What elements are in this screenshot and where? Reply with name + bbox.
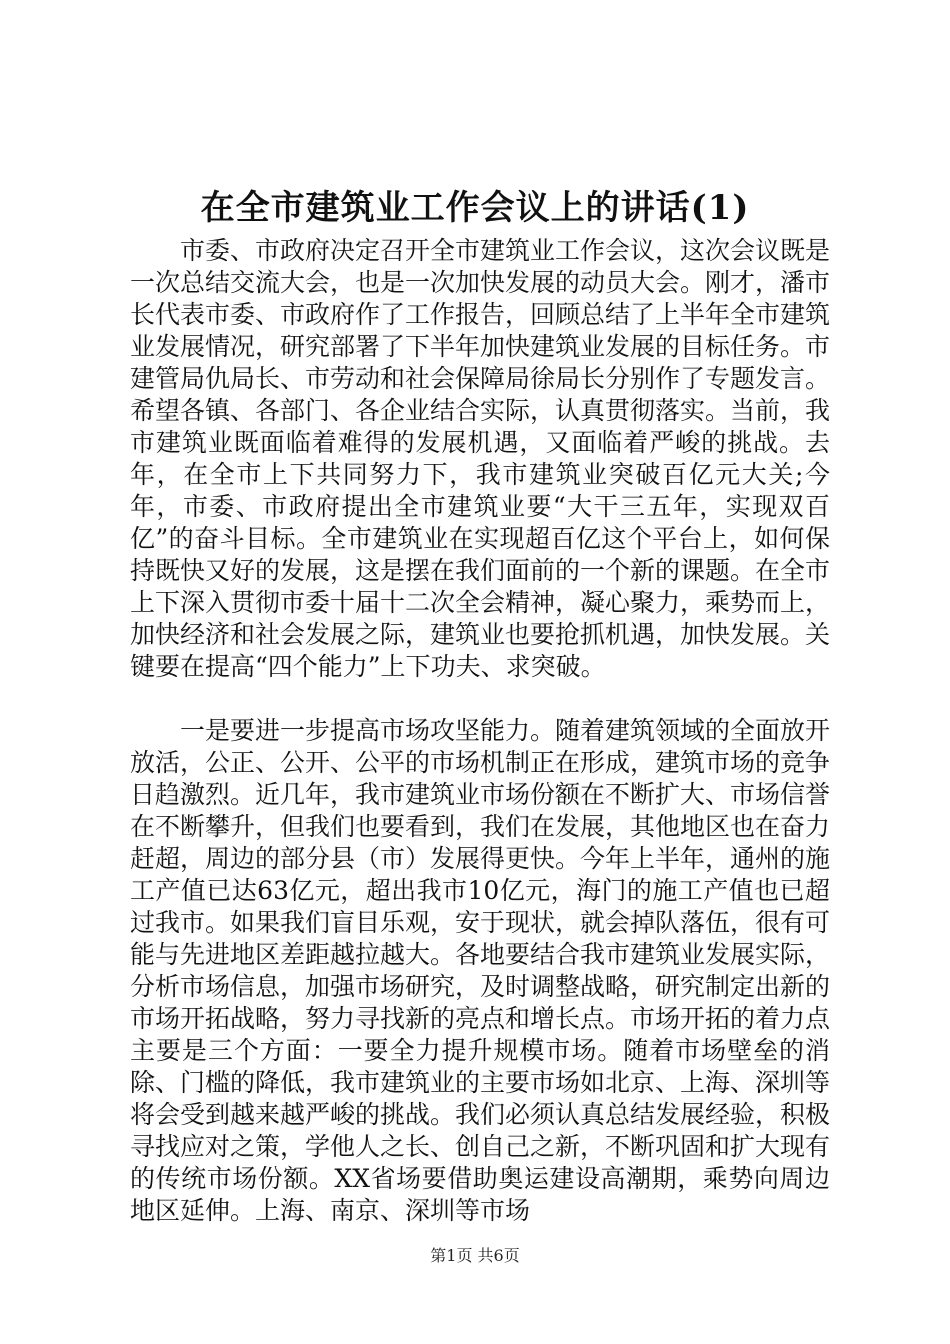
page-number-footer: 第1页 共6页 [430, 1246, 520, 1265]
document-title: 在全市建筑业工作会议上的讲话(1) [200, 188, 750, 228]
document-body [130, 235, 830, 1227]
paragraph-intro: 市委、市政府决定召开全市建筑业工作会议，这次会议既是一次总结交流大会，也是一次加快发展的动员大会。刚才，潘市长代表市委、市政府作了工作报告，回顾总结了上半年全市建筑业发展情况，研究部署了下半年加快建筑业发展的目标任务。市建管局仇局长、市劳动和社会保障局徐局长分别作了专题发言。希望各镇、各部门、各企业结合实际，认真贯彻落实。当前，我市建筑业既面临着难得的发展机遇，又面临着严峻的挑战。去年，在全市上下共同努力下，我市建筑业突破百亿元大关;今年，市委、市政府提出全市建筑业要“大干三五年，实现双百亿”的奋斗目标。全市建筑业在实现超百亿这个平台上，如何保持既快又好的发展，这是摆在我们面前的一个新的课题。在全市上下深入贯彻市委十届十二次全会精神，凝心聚力，乘势而上，加快经济和社会发展之际，建筑业也要抢抓机遇，加快发展。关键要在提高“四个能力”上下功夫、求突破。 [130, 236, 831, 681]
paragraph-market-capability: 一是要进一步提高市场攻坚能力。随着建筑领域的全面放开放活，公正、公开、公平的市场机制正在形成，建筑市场的竞争日趋激烈。近几年，我市建筑业市场份额在不断扩大、市场信誉在不断攀升，但我们也要看到，我们在发展，其他地区也在奋力赶超，周边的部分县（市）发展得更快。今年上半年，通州的施工产值已达63亿元，超出我市10亿元，海门的施工产值也已超过我市。如果我们盲目乐观，安于现状，就会掉队落伍，很有可能与先进地区差距越拉越大。各地要结合我市建筑业发展实际，分析市场信息，加强市场研究，及时调整战略，研究制定出新的市场开拓战略，努力寻找新的亮点和增长点。市场开拓的着力点主要是三个方面：一要全力提升规模市场。随着市场壁垒的消除、门槛的降低，我市建筑业的主要市场如北京、上海、深圳等将会受到越来越严峻的挑战。我们必须认真总结发展经验，积极寻找应对之策，学他人之长、创自己之新，不断巩固和扩大现有的传统市场份额。XX省场要借助奥运建设高潮期，乘势向周边地区延伸。上海、南京、深圳等市场 [130, 716, 831, 1225]
